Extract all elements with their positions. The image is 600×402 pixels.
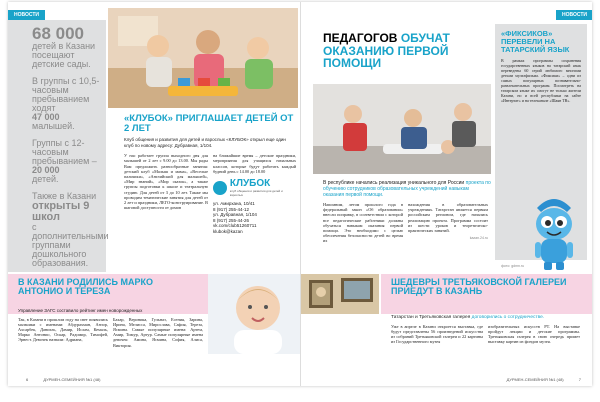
klubok-lead: Клуб общения и развития для детей и взрослых «КЛУБОК» открыл еще один клуб по новому адресу: Дубравная, 1/104. [124, 136, 286, 148]
first-aid-lead-black: В республике начались реализация уникального для России [323, 180, 465, 186]
first-aid-col2-wrap [408, 202, 488, 244]
klubok-col1: У нас работает группа выходного дня для малышей от 2 лет с 9.00 до 13.00. Мы рады Вам предложить разнообразные занятия: детский клуб «Малыш и мама», «Веселые пальчики», «Английский для малышей», «Мир знаний», «Мир сказок», а также группы подготовки к школе и театральную студию. Для детей от 3 до 10 лет. Также мы проводим тематические занятия для детей от 2 лет и праздники, ЛЕГО-конструирование. В шаговой доступности от домов [124, 153, 208, 211]
stat-12-text: Группы с 12-часовым пребыванием – [32, 138, 97, 166]
first-aid-training-photo [313, 84, 491, 174]
yarn-ball-icon [213, 181, 227, 195]
page-number-right: 7 [578, 377, 581, 382]
fixiki-title: «ФИКСИКОВ» ПЕРЕВЕЛИ НА ТАТАРСКИЙ ЯЗЫК [501, 29, 570, 54]
left-page [8, 2, 300, 386]
contact-vk-link[interactable]: vk.com/club51260711 [213, 223, 257, 229]
klubok-logo-sub: клуб общения и развития для детей и взрослых [229, 188, 283, 197]
stat-children-number: 68 000 [32, 24, 84, 43]
stat-105-text: В группы с 10,5-часовым пребыванием ходят [32, 76, 100, 113]
stat-105-unit: малышей. [32, 121, 75, 131]
klubok-article [124, 114, 296, 235]
footer-left [26, 377, 100, 382]
baby-photo [208, 274, 300, 354]
fixiki-photo-credit: фото: gdmn.ru [501, 264, 525, 268]
stat-12-unit: детей. [32, 174, 59, 184]
stat-12-number: 20 000 [32, 165, 60, 175]
contact-phone-1: 8 (917) 255-44-12 [213, 206, 250, 212]
first-aid-title-wrap [323, 32, 483, 70]
contact-phone-2: 8 (917) 255-44-26 [213, 217, 250, 223]
contact-address-2: ул. Дубравная, 1/104 [213, 212, 257, 218]
stat-105-number: 47 000 [32, 112, 60, 122]
births-title: В КАЗАНИ РОДИЛИСЬ МАРКО АНТОНИО И ТЕРЕЗА [18, 277, 153, 297]
stat-children-text: детей в Казани посещают детские сады. [32, 41, 96, 69]
klubok-title: «КЛУБОК» ПРИГЛАШАЕТ ДЕТЕЙ ОТ 2 ЛЕТ [124, 113, 294, 134]
right-page [300, 2, 592, 386]
fixiki-character-image [519, 192, 589, 272]
klubok-logo-text: КЛУБОК [229, 177, 271, 189]
births-lead: Управление ЗАГС составило рейтинг имен новорожденных [18, 308, 143, 313]
gallery-col2: изобразительных искусств РТ. На выставке пройдут лекции и детские программы. Третьяковская галерея в свою очередь примет выставку картин из фондов музея. [488, 323, 580, 345]
klubok-col2-wrap [213, 153, 296, 234]
stat-schools-number: открыты 9 школ [32, 200, 90, 223]
footer-title-right: ДУРМЕН-СЕМЕЙНИЯ №1 (48) [506, 377, 564, 382]
first-aid-title-black: ПЕДАГОГОВ [323, 31, 398, 45]
section-tab-left: НОВОСТИ [8, 10, 45, 20]
page-number-left: 6 [26, 377, 29, 382]
gallery-lead-blue: договорились о сотрудничестве. [471, 315, 545, 320]
magazine-spread [8, 2, 592, 386]
births-title-wrap [18, 278, 193, 297]
first-aid-col1: Напомним, летом прошлого года в федеральный закон «Об образовании» внесли поправку, в соответствии с которой все педагогические работники должны обучаться навыкам оказания первой помощи. Это необходимо с целью обеспечения безопасности детей во время их [323, 202, 403, 244]
gallery-title: ШЕДЕВРЫ ТРЕТЬЯКОВСКОЙ ГАЛЕРЕИ ПРИЕДУТ В КАЗАНЬ [391, 277, 567, 297]
footer-title-left: ДУРМЕН-СЕМЕЙНИЯ №1 (48) [43, 377, 101, 382]
contact-address-1: ул. Амирхана, 10/41 [213, 200, 255, 206]
first-aid-col2: нахождения в образовательных учреждениях. Татарстан является первым российским регионом, где начались реализацию проекта. Программа состоит из шести уроков и теоретическо-практических занятий. [408, 202, 488, 234]
fixiki-article [501, 30, 581, 103]
gallery-article [391, 315, 581, 344]
footer-right [507, 377, 581, 382]
first-aid-photo-credit: kazan.24.ru [469, 236, 488, 241]
stats-block [32, 24, 109, 268]
gallery-col1: Уже в апреле в Казани откроется выставка, где будут представлены 56 произведений искусства из собраний Третьяковской галереи и 22 картины из Государственного музея [391, 323, 483, 345]
births-col2: Бахар, Вероника, Гульназ, Есения, Зарина, Ирина, Мелисса, Мирослава, Сафия, Тереза, Ясмина. Самые популярные имена: Артем, Амир, Тимур, Артур. Самые популярные имена девочек: Амина, Ясмина, София, Алиса, Виктория. [113, 316, 203, 348]
gallery-title-wrap [391, 278, 581, 297]
stat-schools-text: Также в Казани [32, 191, 97, 201]
first-aid-article [323, 180, 491, 244]
fixiki-text: В рамках программы сохранения государственных языков на татарский язык переведены 60 серий любимого многими детьми мультфильма. «Фиксики» – одни из самых популярных познавательно-развлекательных программ. Посмотреть на татарском языке их смогут не только жители Казани, но и всей республики на сайте «Интертат» и на телеканале «Шаян ТВ». [501, 57, 581, 103]
first-aid-title-line2: ОКАЗАНИЮ ПЕРВОЙ ПОМОЩИ [323, 43, 449, 71]
first-aid-title-blue: ОБУЧАТ [400, 31, 450, 45]
gallery-lead-black: Татарстан и Третьяковская галерея [391, 315, 471, 320]
births-article [18, 308, 204, 348]
klubok-col2: на ближайшие время – детские праздники, мероприятия для учащихся начальных классов, которые будут работать каждый будний день с 14.00 до 18.00 [213, 153, 296, 174]
kids-playing-photo [108, 8, 298, 108]
stat-schools-unit: с дополнительными группами дошкольного образования. [32, 222, 109, 268]
section-tab-right: НОВОСТИ [556, 10, 592, 20]
contact-email-link[interactable]: klubok@kazan [213, 228, 243, 234]
first-aid-lead-blue: проекта по обучению сотрудников образовательных учреждений навыкам оказания первой помощи. [323, 180, 491, 198]
klubok-logo [213, 179, 296, 197]
births-col1: Так, в Казани в прошлом году на свет появились мальчики с именами: Абдурахман, Анзор, Ахсарбек, Даниэль, Дамир, Ислам, Кемаль, Марко Антонио, Оскар, Радомир, Тимофей, Эрнест. Девочек назвали: Адриана, [18, 316, 108, 343]
klubok-contacts [213, 201, 296, 235]
gallery-painting-photo [301, 274, 379, 314]
